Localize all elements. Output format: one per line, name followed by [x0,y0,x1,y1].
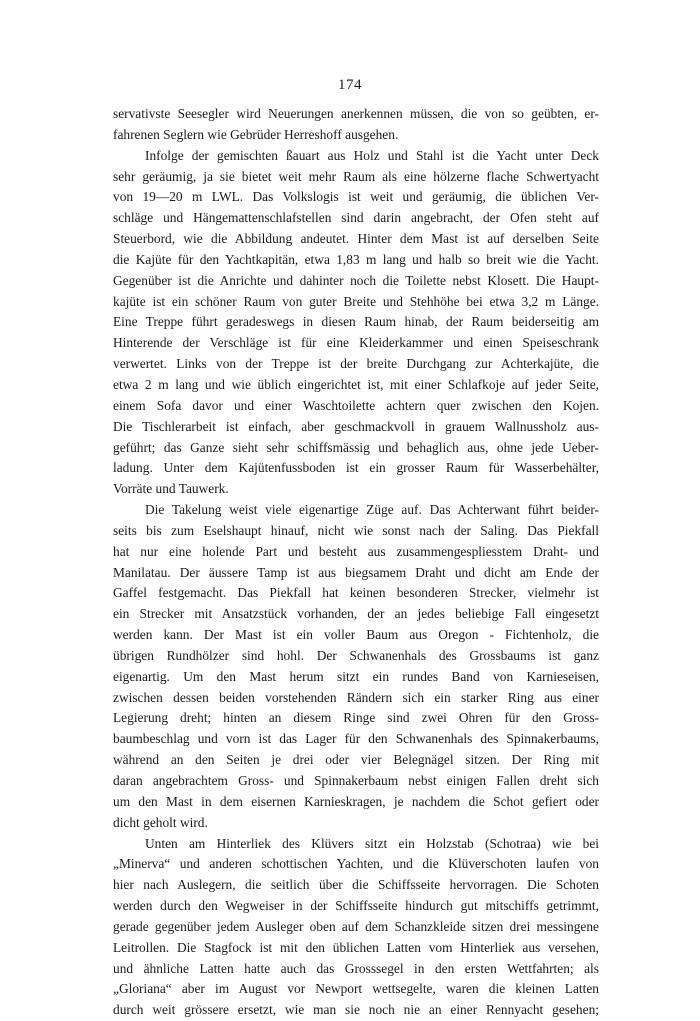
text-line: Infolge der gemischten ßauart aus Holz und Stahl ist die Yacht unter Deck [145,147,599,163]
text-line: sehr geräumig, ja sie bietet weit mehr Raum als eine hölzerne flache Schwertyacht [113,168,599,184]
text-line: „Gloriana“ aber im August vor Newport wettsegelte, waren die kleinen Latten [113,981,599,997]
text-line: Gaffel festgemacht. Das Piekfall hat keinen besonderen Strecker, vielmehr ist [113,585,599,601]
text-line: dicht geholt wird. [113,814,208,830]
text-line: eigenartig. Um den Mast herum sitzt ein rundes Band von Karnieseisen, [113,668,599,684]
text-line: Leitrollen. Die Stagfock ist mit den üblichen Latten vom Hinterliek aus versehen, [113,939,599,955]
text-line: gerade gegenüber jedem Ausleger oben auf dem Schanzkleide sitzen drei messingene [113,918,599,934]
text-line: daran angebrachtem Gross- und Spinnakerbaum nebst einigen Fallen dreht sich [113,773,599,788]
text-line: werden durch den Wegweiser in der Schiffsseite hindurch gut mitschiffs getrimmt, [113,898,599,914]
text-line: übrigen Rundhölzer sind hohl. Der Schwanenhals des Grossbaums ist ganz [113,647,599,663]
text-line: Legierung dreht; hinten an diesem Ringe sind zwei Ohren für den Gross- [113,710,599,726]
paragraph [113,500,599,834]
text-line: hier nach Auslegern, die seitlich über die Schiffsseite hervorragen. Die Schoten [113,877,599,893]
page-number: 174 [338,77,362,93]
text-line: Manilatau. Der äussere Tamp ist aus biegsamem Draht und dicht am Ende der [113,564,599,580]
text-line: zwischen dessen beiden vorstehenden Rändern sich ein starker Ring aus einer [113,689,599,705]
paragraph [113,146,599,500]
text-line: Vorräte und Tauwerk. [113,481,229,497]
text-line: und ähnliche Latten hatte auch das Grosssegel in den ersten Wettfahrten; als [113,960,599,976]
text-line: Gegenüber ist die Anrichte und dahinter noch die Toilette nebst Klosett. Die Haupt- [113,272,599,288]
text-line: Steuerbord, wie die Abbildung andeutet. Hinter dem Mast ist auf derselben Seite [113,231,599,247]
text-line: Hinterende der Verschläge ist für eine Kleiderkammer und einen Speiseschrank [113,335,599,351]
paragraph [113,834,599,1021]
text-line: ladung. Unter dem Kajütenfussboden ist ein grosser Raum für Wasserbehälter, [113,460,599,476]
text-line: ein Strecker mit Ansatzstück vorhanden, der an jedes beliebige Fall eingesetzt [113,606,599,622]
text-line: schläge und Hängemattenschlafstellen sind darin angebracht, der Ofen steht auf [113,210,599,226]
text-line: während an den Seiten je drei oder vier Belegnägel sitzen. Der Ring mit [113,752,599,768]
text-line: Eine Treppe führt geradeswegs in diesen Raum hinab, der Raum beiderseitig am [113,314,599,330]
text-line: „Minerva“ und anderen schottischen Yachten, und die Klüverschoten laufen von [113,856,599,872]
body-text [113,104,599,1021]
text-line: von 19—20 m LWL. Das Volkslogis ist weit und geräumig, die üblichen Ver- [113,189,599,205]
text-line: Die Tischlerarbeit ist einfach, aber geschmackvoll in grauem Wallnussholz aus- [113,418,599,434]
text-line: Die Takelung weist viele eigenartige Züge auf. Das Achterwant führt beider- [145,502,599,518]
text-line: verwertet. Links von der Treppe ist der breite Durchgang zur Achterkajüte, die [113,356,599,372]
text-line: fahrenen Seglern wie Gebrüder Herreshoff ausgehen. [113,126,399,142]
paragraph [113,104,599,146]
text-line: baumbeschlag und vorn ist das Lager für den Schwanenhals des Spinnakerbaums, [113,731,599,747]
text-line: etwa 2 m lang und wie üblich eingerichtet ist, mit einer Schlafkoje auf jeder Seite, [113,376,599,392]
text-line: servativste Seesegler wird Neuerungen anerkennen müssen, die von so geübten, er- [113,106,599,121]
text-line: durch weit grössere ersetzt, wie man sie noch nie an einer Rennyacht gesehen; [113,1002,599,1018]
text-line: um den Mast in dem eisernen Karnieskragen, je nachdem die Schot gefiert oder [113,793,599,809]
text-line: seits bis zum Eselshaupt hinauf, nicht wie sonst nach der Saling. Das Piekfall [113,522,599,538]
text-line: die Kajüte für den Yachtkapitän, etwa 1,83 m lang und halb so breit wie die Yacht. [113,251,599,267]
text-line: hat nur eine holende Part und besteht aus zusammengespliesstem Draht- und [113,543,599,559]
text-line: geführt; das Ganze sieht sehr schiffsmässig und behaglich aus, ohne jede Ueber- [113,439,599,455]
text-line: Unten am Hinterliek des Klüvers sitzt ein Holzstab (Schotraa) wie bei [145,835,599,851]
text-line: einem Sofa davor und einer Waschtoilette achtern quer zwischen den Kojen. [113,397,599,413]
text-line: kajüte ist ein schöner Raum von guter Breite und Stehhöhe bei etwa 3,2 m Länge. [113,293,599,309]
text-line: werden kann. Der Mast ist ein voller Baum aus Oregon - Fichtenholz, die [113,627,599,643]
